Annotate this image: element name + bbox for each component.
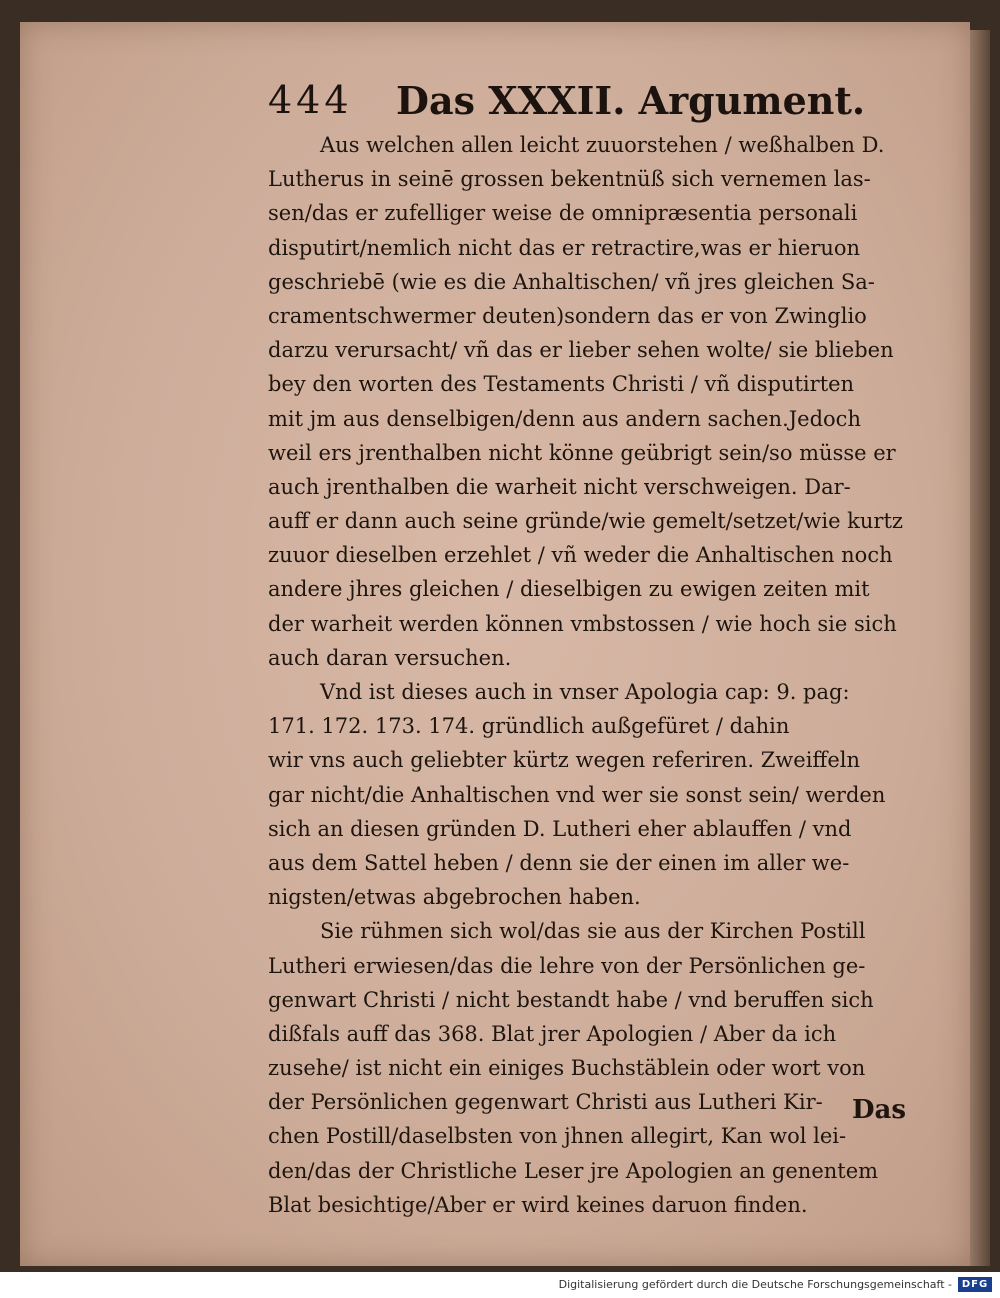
text-line: Aus welchen allen leicht zuuorstehen / weßhalben D.	[320, 133, 885, 157]
text-line: der Persönlichen gegenwart Christi aus Lutheri Kir-	[268, 1090, 823, 1115]
funding-credit: Digitalisierung gefördert durch die Deutsche Forschungsgemeinschaft -	[558, 1278, 952, 1291]
text-line: zuuor dieselben erzehlet / vñ weder die Anhaltischen noch	[268, 543, 893, 568]
text-line: Blat besichtige/Aber er wird keines daruon finden.	[268, 1192, 808, 1217]
text-line: mit jm aus denselbigen/denn aus andern sachen.Jedoch	[268, 406, 861, 431]
digitization-footer	[0, 1272, 1000, 1298]
text-line: genwart Christi / nicht bestandt habe / vnd beruffen sich	[268, 987, 874, 1012]
catchword: Das	[852, 1095, 907, 1125]
text-line: 171. 172. 173. 174. gründlich außgefüret / dahin	[268, 714, 790, 739]
text-line: der warheit werden können vmbstossen / wie hoch sie sich	[268, 611, 897, 636]
text-line: Lutheri erwiesen/das die lehre von der Persönlichen ge-	[268, 953, 866, 978]
page-header	[268, 78, 868, 126]
text-line: bey den worten des Testaments Christi / vñ disputirten	[268, 372, 855, 397]
text-line: auch daran versuchen.	[268, 645, 512, 670]
text-line: Lutherus in seinē grossen bekentnüß sich vernemen las-	[268, 167, 871, 192]
body-text	[268, 128, 908, 1222]
text-line: auff er dann auch seine gründe/wie gemelt/setzet/wie kurtz	[268, 509, 903, 534]
text-line: darzu verursacht/ vñ das er lieber sehen wolte/ sie blieben	[268, 338, 894, 363]
text-line: cramentschwermer deuten)sondern das er von Zwinglio	[268, 303, 867, 328]
page-number: 444	[268, 78, 353, 122]
text-line: weil ers jrenthalben nicht könne geübrigt sein/so müsse er	[268, 440, 896, 465]
text-line: Vnd ist dieses auch in vnser Apologia cap: 9. pag:	[320, 680, 850, 704]
text-line: dißfals auff das 368. Blat jrer Apologien / Aber da ich	[268, 1021, 837, 1046]
running-head: Das XXXII. Argument.	[396, 78, 866, 123]
text-line: disputirt/nemlich nicht das er retractire,was er hieruon	[268, 235, 861, 260]
text-line: sich an diesen gründen D. Lutheri eher ablauffen / vnd	[268, 816, 852, 841]
text-line: den/das der Christliche Leser jre Apologien an genentem	[268, 1158, 879, 1183]
text-line: wir vns auch geliebter kürtz wegen referiren. Zweiffeln	[268, 748, 861, 773]
text-line: auch jrenthalben die warheit nicht verschweigen. Dar-	[268, 474, 851, 499]
text-line: gar nicht/die Anhaltischen vnd wer sie sonst sein/ werden	[268, 782, 886, 807]
text-line: zusehe/ ist nicht ein einiges Buchstäblein oder wort von	[268, 1056, 866, 1081]
text-line: sen/das er zufelliger weise de omnipræsentia personali	[268, 201, 858, 226]
text-line: Sie rühmen sich wol/das sie aus der Kirchen Postill	[320, 919, 866, 944]
text-line: aus dem Sattel heben / denn sie der einen im aller we-	[268, 850, 850, 875]
dfg-logo-icon: DFG	[958, 1277, 992, 1292]
text-line: chen Postill/daselbsten von jhnen allegirt, Kan wol lei-	[268, 1124, 847, 1149]
text-line: andere jhres gleichen / dieselbigen zu ewigen zeiten mit	[268, 577, 870, 602]
text-line: geschriebē (wie es die Anhaltischen/ vñ jres gleichen Sa-	[268, 269, 875, 294]
text-line: nigsten/etwas abgebrochen haben.	[268, 885, 641, 910]
